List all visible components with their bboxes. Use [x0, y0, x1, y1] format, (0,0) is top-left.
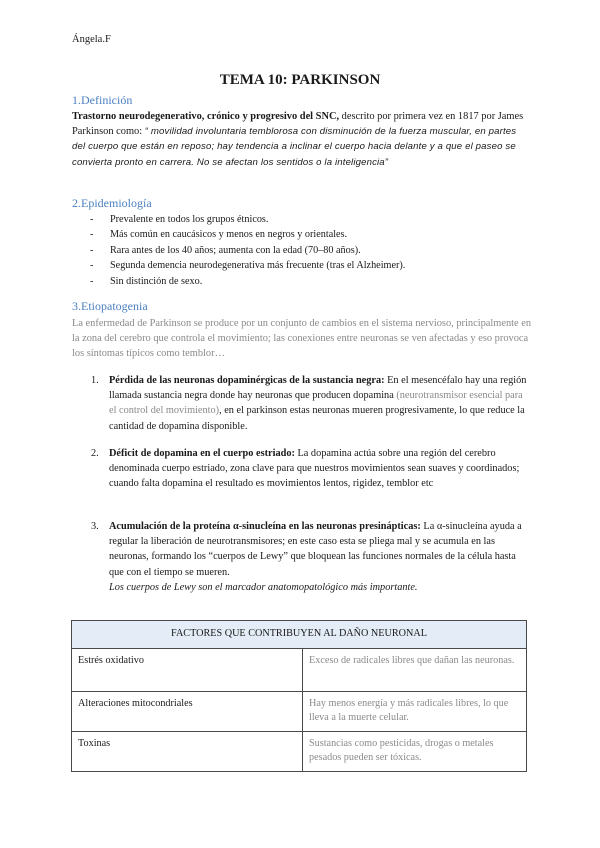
item-italic-note: Los cuerpos de Lewy son el marcador anatomopatológico más importante. — [109, 581, 418, 593]
etiology-item-2 — [92, 446, 528, 492]
item-text: En el mesencéfalo hay una región llamada sustancia negra donde hay neuronas que producen dopamina — [109, 375, 527, 402]
item-text: La dopamina actúa sobre una región del cerebro denominada cuerpo estriado, zona clave para que nuestros movimientos sean suaves y coordinados; cuando falta dopamina el resultado es movimientos lentos, rigidez, temblor etc — [109, 448, 520, 490]
item-number: 2. — [91, 448, 99, 459]
factors-table — [71, 620, 527, 772]
list-item: - Rara antes de los 40 años; aumenta con la edad (70–80 años). — [72, 243, 405, 258]
table-cell-desc: Sustancias como pesticidas, drogas o metales pesados pueden ser tóxicas. — [303, 731, 527, 771]
table-row — [72, 731, 527, 771]
table-header: FACTORES QUE CONTRIBUYEN AL DAÑO NEURONAL — [72, 621, 527, 649]
item-bold: Déficit de dopamina en el cuerpo estriado: — [109, 448, 295, 459]
list-item: - Prevalente en todos los grupos étnicos. — [72, 212, 405, 227]
etiology-item-3 — [92, 519, 528, 595]
list-item: - Sin distinción de sexo. — [72, 274, 405, 289]
page-title: TEMA 10: PARKINSON — [219, 72, 381, 88]
item-number: 1. — [91, 375, 99, 386]
table-header-row — [72, 621, 527, 649]
item-number: 3. — [91, 521, 99, 532]
item-gray-note: (neurotransmisor esencial para el control del movimiento) — [109, 390, 523, 417]
table-cell-desc: Exceso de radicales libres que dañan las neuronas. — [303, 648, 527, 691]
table-row — [72, 691, 527, 731]
etiology-item-1 — [92, 373, 528, 434]
item-text: La α-sinucleína ayuda a regular la liberación de neurotransmisores; en este caso esta se pliega mal y se acumula en las neuronas, formando los “cuerpos de Lewy” que bloquean las funciones normales de la célula hasta que con el tiempo se mueren. — [109, 521, 522, 578]
definition-bold: Trastorno neurodegenerativo, crónico y progresivo del SNC, — [72, 111, 340, 122]
item-text: , en el parkinson estas neuronas mueren progresivamente, lo que reduce la cantidad de dopamina disponible. — [109, 405, 525, 432]
list-item: - Segunda demencia neurodegenerativa más frecuente (tras el Alzheimer). — [72, 258, 405, 273]
section-heading-etiopatogenia: 3.Etiopatogenia — [72, 299, 148, 313]
item-bold: Pérdida de las neuronas dopaminérgicas de la sustancia negra: — [109, 375, 385, 386]
author-name: Ángela.F — [72, 34, 111, 45]
definition-quote: “ movilidad involuntaria temblorosa con disminución de la fuerza muscular, en partes del cuerpo que están en reposo; hay tendencia a inclinar el cuerpo hacia delante y a que el paseo se convierta pronto en carrera. No se afectan los sentidos o la inteligencia” — [72, 126, 517, 168]
table-row — [72, 648, 527, 691]
table-cell-factor: Estrés oxidativo — [72, 648, 303, 691]
list-item: - Más común en caucásicos y menos en negros y orientales. — [72, 227, 405, 242]
definition-paragraph — [72, 109, 532, 170]
definition-text: descrito por primera vez en 1817 por James Parkinson como: — [72, 111, 524, 138]
table-cell-factor: Alteraciones mitocondriales — [72, 691, 303, 731]
item-bold: Acumulación de la proteína α-sinucleína en las neuronas presinápticas: — [109, 521, 421, 532]
table-cell-desc: Hay menos energía y más radicales libres, lo que lleva a la muerte celular. — [303, 691, 527, 731]
epidemiology-list — [72, 212, 405, 289]
section-heading-epidemiologia: 2.Epidemiología — [72, 196, 152, 210]
etiopatogenia-intro: La enfermedad de Parkinson se produce por un conjunto de cambios en el sistema nervioso, principalmente en la zona del cerebro que controla el movimiento; las conexiones entre neuronas se ven afectadas y eso provoca los síntomas típicos como temblor… — [72, 318, 532, 360]
section-heading-definicion: 1.Definición — [72, 93, 133, 107]
table-cell-factor: Toxinas — [72, 731, 303, 771]
